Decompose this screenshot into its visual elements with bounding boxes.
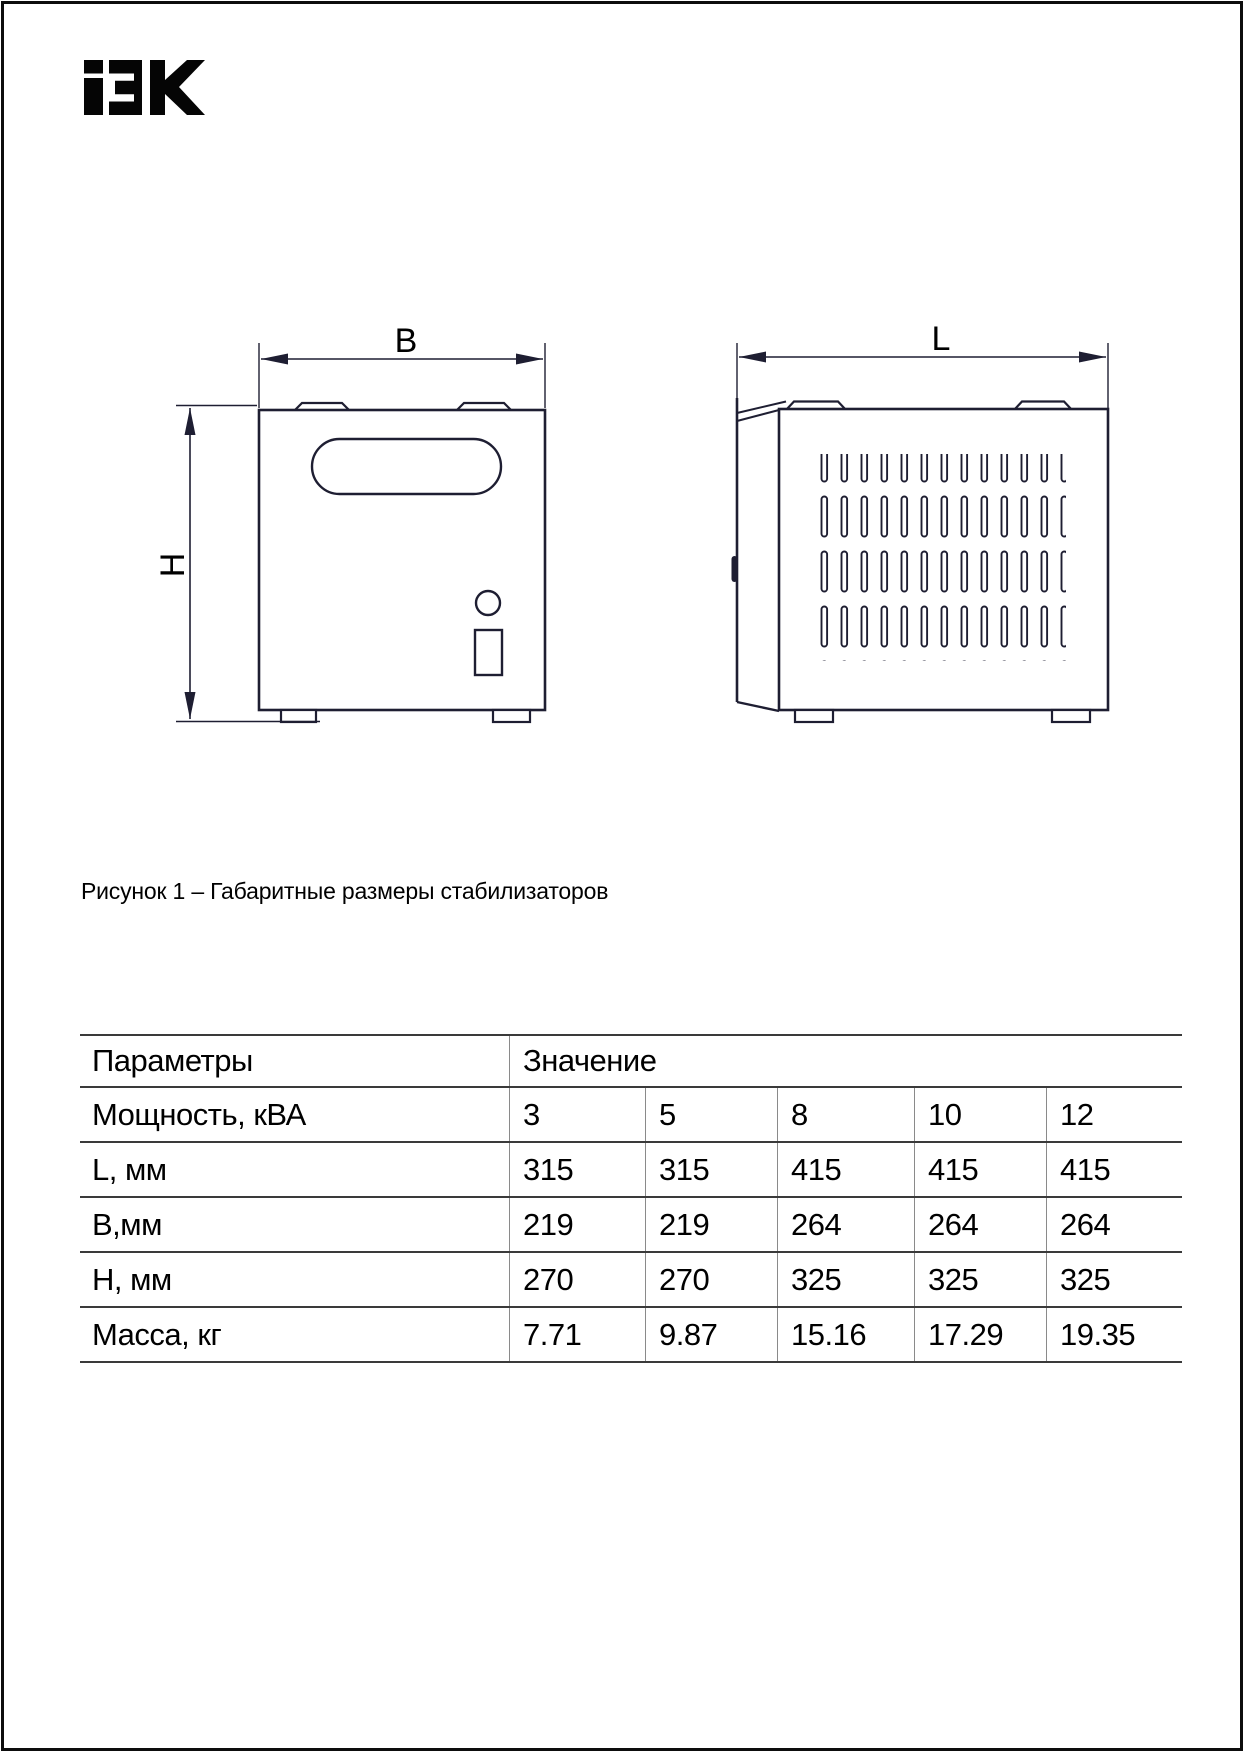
cell-value: 325 [777, 1253, 914, 1306]
table-row-power [80, 1086, 1182, 1141]
table-row-height [80, 1251, 1182, 1306]
cell-value: 9.87 [645, 1308, 777, 1361]
figure-caption: Рисунок 1 – Габаритные размеры стабилизаторов [81, 878, 609, 904]
cell-value: 325 [914, 1253, 1046, 1306]
table-header-parameters: Параметры [92, 1043, 253, 1078]
dimension-b [259, 322, 545, 408]
table-header-value: Значение [509, 1036, 1182, 1086]
dimension-h-arrowhead-top [185, 408, 196, 435]
cell-value: 15.16 [777, 1308, 914, 1361]
side-view-front-latch [732, 556, 738, 582]
cell-value: 3 [509, 1088, 645, 1141]
front-view-drawing [259, 403, 545, 722]
cell-value: 264 [914, 1198, 1046, 1251]
dimension-l-arrowhead-left [739, 352, 766, 363]
cell-value: 270 [509, 1253, 645, 1306]
table-row-width [80, 1196, 1182, 1251]
cell-value: 270 [645, 1253, 777, 1306]
side-view-foot-right [1052, 710, 1090, 722]
cell-value: 12 [1046, 1088, 1182, 1141]
cell-value: 264 [1046, 1198, 1182, 1251]
dimension-h-label: H [154, 552, 192, 578]
cell-value: 19.35 [1046, 1308, 1182, 1361]
side-view-foot-left [795, 710, 833, 722]
cell-value: 219 [509, 1198, 645, 1251]
cell-value: 315 [509, 1143, 645, 1196]
dimension-b-label: B [394, 322, 418, 360]
cell-value: 7.71 [509, 1308, 645, 1361]
cell-value: 315 [645, 1143, 777, 1196]
table-row-mass [80, 1306, 1182, 1361]
row-label: Масса, кг [92, 1316, 222, 1352]
cell-value: 5 [645, 1088, 777, 1141]
row-label: Н, мм [92, 1261, 172, 1297]
dimension-drawings [0, 0, 1244, 780]
row-label: Мощность, кВА [92, 1096, 306, 1132]
cell-value: 219 [645, 1198, 777, 1251]
cell-value: 264 [777, 1198, 914, 1251]
side-view-bottom-bevel [737, 702, 779, 711]
front-view-foot-left [281, 710, 316, 722]
dimensions-table [80, 1034, 1182, 1363]
dimension-l [737, 320, 1108, 408]
dimension-l-arrowhead-right [1079, 352, 1106, 363]
cell-value: 8 [777, 1088, 914, 1141]
row-label: В,мм [92, 1206, 162, 1242]
cell-value: 10 [914, 1088, 1046, 1141]
dimension-b-arrowhead-left [261, 354, 288, 365]
dimension-h-arrowhead-bottom [185, 692, 196, 719]
cell-value: 415 [1046, 1143, 1182, 1196]
cell-value: 415 [914, 1143, 1046, 1196]
cell-value: 415 [777, 1143, 914, 1196]
front-view-foot-right [493, 710, 530, 722]
table-header-row [80, 1034, 1182, 1086]
dimension-l-label: L [931, 320, 951, 358]
side-view-vent-grid [819, 454, 1066, 661]
side-view-drawing [732, 398, 1109, 722]
cell-value: 17.29 [914, 1308, 1046, 1361]
cell-value: 325 [1046, 1253, 1182, 1306]
row-label: L, мм [92, 1151, 167, 1187]
table-row-length [80, 1141, 1182, 1196]
dimension-b-arrowhead-right [516, 354, 543, 365]
